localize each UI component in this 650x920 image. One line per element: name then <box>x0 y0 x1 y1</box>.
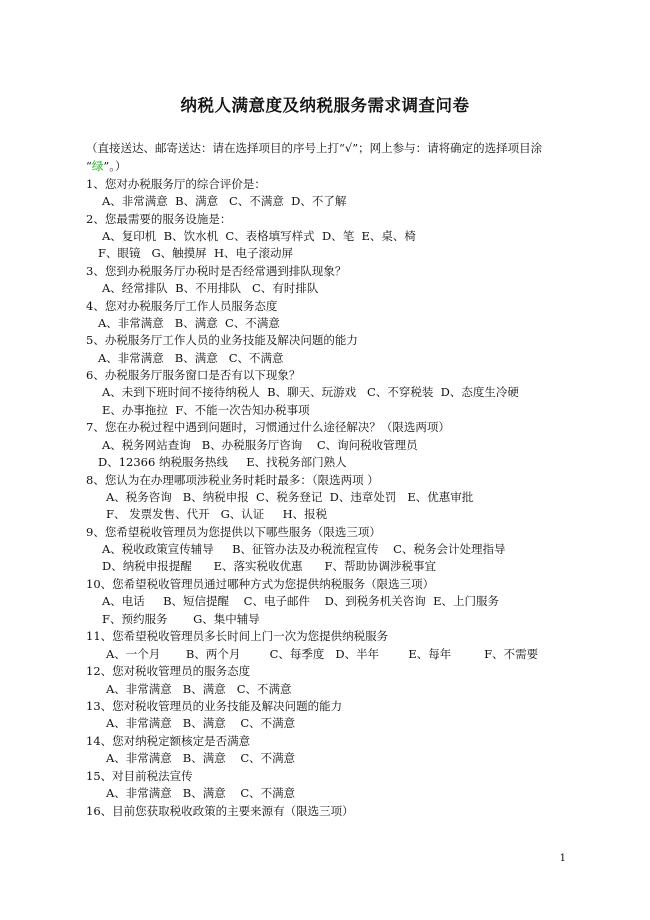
options-6b: E、办事拖拉 F、不能一次告知办税事项 <box>102 403 310 417</box>
options-12: A、非常满意 B、满意 C、不满意 <box>106 682 292 696</box>
options-15: A、非常满意 B、满意 C、不满意 <box>106 786 296 800</box>
question-3: 3、您到办税服务厅办税时是否经常遇到排队现象？ <box>86 264 347 278</box>
page-number: 1 <box>559 853 566 864</box>
options-7b: D、12366 纳税服务热线 E、找税务部门熟人 <box>98 455 347 469</box>
question-6: 6、办税服务厅服务窗口是否有以下现象？ <box>86 368 301 382</box>
intro-line-2: “绿”。） <box>86 159 127 173</box>
options-8b: F、 发票发售、代开 G、认证 H、报税 <box>106 507 328 521</box>
options-2b: F、眼镜 G、触摸屏 H、电子滚动屏 <box>98 246 293 260</box>
options-10a: A、电话 B、短信提醒 C、电子邮件 D、到税务机关咨询 E、上门服务 <box>102 594 499 608</box>
intro-line-1: （直接送达、邮寄送达：请在选择项目的序号上打“√”；网上参与：请将确定的选择项目涂 <box>86 141 543 155</box>
question-11: 11、您希望税收管理员多长时间上门一次为您提供纳税服务 <box>86 629 389 643</box>
options-11: A、一个月 B、两个月 C、每季度 D、半年 E、每年 F、不需要 <box>106 647 539 661</box>
question-12: 12、您对税收管理员的服务态度 <box>86 664 251 678</box>
options-10b: F、预约服务 G、集中辅导 <box>102 612 260 626</box>
intro-instructions <box>86 139 576 175</box>
question-13: 13、您对税收管理员的业务技能及解决问题的能力 <box>86 699 343 713</box>
question-15: 15、对目前税法宣传 <box>86 769 193 783</box>
options-6a: A、未到下班时间不接待纳税人 B、聊天、玩游戏 C、不穿税装 D、态度生冷硬 <box>102 385 519 399</box>
options-5: A、非常满意 B、满意 C、不满意 <box>98 351 284 365</box>
question-5: 5、办税服务厅工作人员的业务技能及解决问题的能力 <box>86 333 358 347</box>
options-14: A、非常满意 B、满意 C、不满意 <box>106 751 296 765</box>
options-9a: A、税收政策宣传辅导 B、征管办法及办税流程宣传 C、税务会计处理指导 <box>102 542 506 556</box>
options-9b: D、纳税申报提醒 E、落实税收优惠 F、帮助协调涉税事宜 <box>102 559 436 573</box>
question-16: 16、目前您获取税收政策的主要来源有（限选三项） <box>86 804 354 818</box>
question-14: 14、您对纳税定额核定是否满意 <box>86 734 251 748</box>
options-8a: A、税务咨询 B、纳税申报 C、税务登记 D、违章处罚 E、优惠审批 <box>106 490 474 504</box>
options-4: A、非常满意 B、满意 C、不满意 <box>98 316 280 330</box>
question-4: 4、您对办税服务厅工作人员服务态度 <box>86 299 278 313</box>
options-2a: A、复印机 B、饮水机 C、表格填写样式 D、笔 E、桌、椅 <box>102 229 416 243</box>
options-3: A、经常排队 B、不用排队 C、有时排队 <box>102 281 319 295</box>
question-8: 8、您认为在办理哪项涉税业务时耗时最多：（限选两项 ） <box>86 473 379 487</box>
question-7: 7、您在办税过程中遇到问题时，习惯通过什么途径解决？（限选两项） <box>86 420 450 434</box>
question-1: 1、您对办税服务厅的综合评价是： <box>86 177 266 191</box>
options-13: A、非常满意 B、满意 C、不满意 <box>106 716 296 730</box>
question-10: 10、您希望税收管理员通过哪种方式为您提供纳税服务（限选三项） <box>86 577 435 591</box>
green-word: 绿 <box>91 159 104 173</box>
options-7a: A、税务网站查询 B、办税服务厅咨询 C、询问税收管理员 <box>102 438 418 452</box>
document-title: 纳税人满意度及纳税服务需求调查问卷 <box>180 96 470 115</box>
question-9: 9、您希望税收管理员为您提供以下哪些服务（限选三项） <box>86 525 381 539</box>
options-1: A、非常满意 B、满意 C、不满意 D、不了解 <box>102 194 347 208</box>
question-2: 2、您最需要的服务设施是： <box>86 212 232 226</box>
